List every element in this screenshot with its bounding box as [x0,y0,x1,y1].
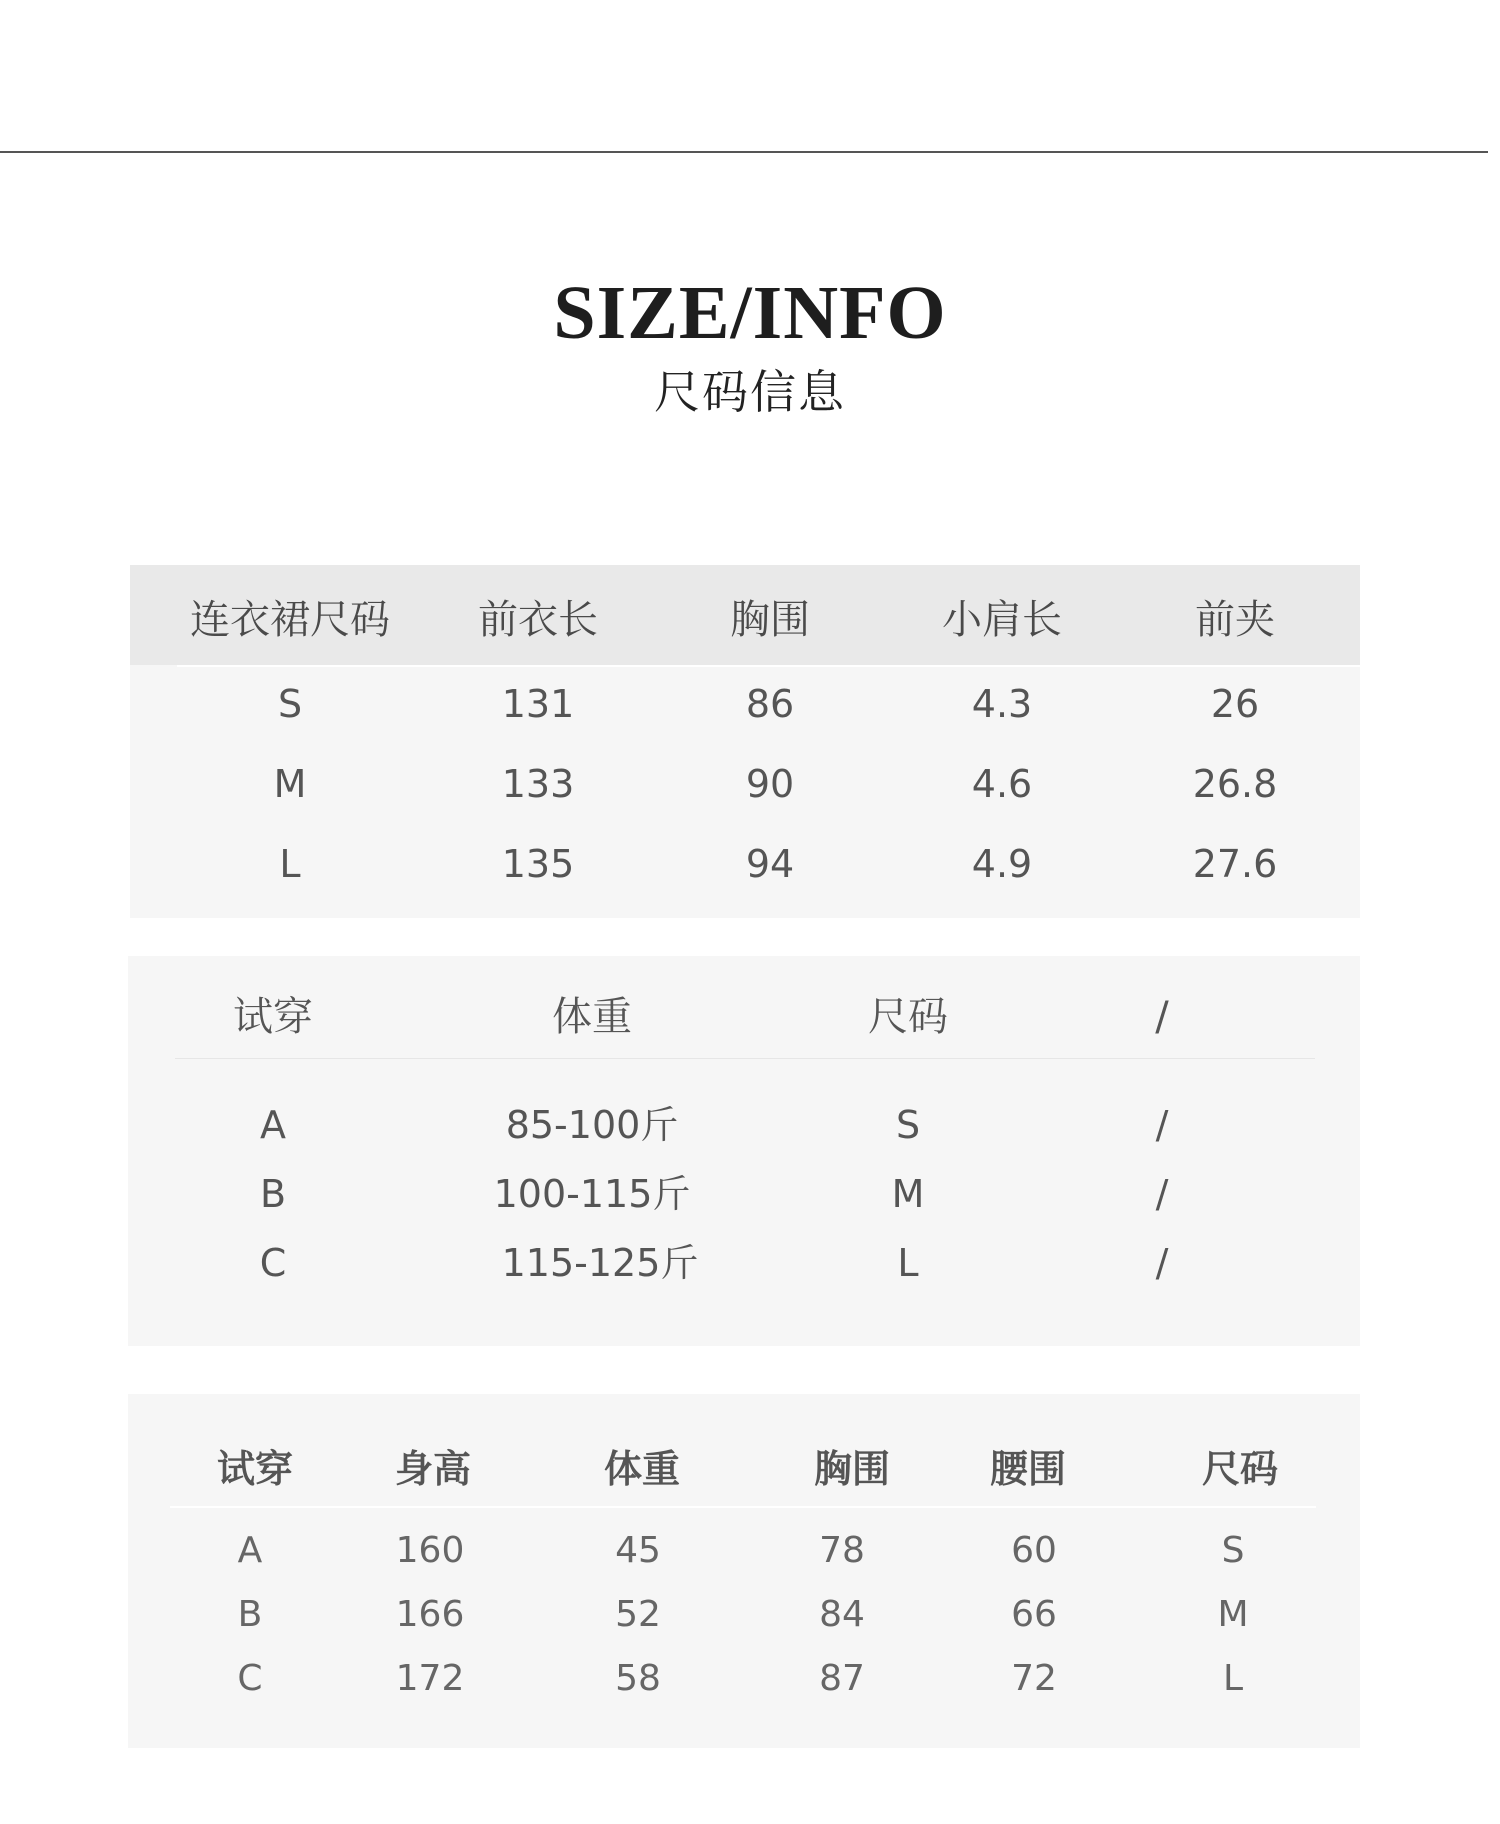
dress-cell: 135 [501,842,575,886]
dress-cell: 86 [745,682,795,726]
model-table-header-divider [170,1506,1316,1508]
tryon-cell: A [260,1103,286,1147]
tryon-col-weight: 体重 [552,994,632,1040]
dress-table-header-divider [177,665,1360,667]
model-measurement-table [128,1394,1360,1748]
dress-cell: 27.6 [1192,842,1278,886]
model-cell: 84 [819,1594,865,1635]
tryon-cell: M [891,1172,925,1216]
page-subtitle: 尺码信息 [654,365,846,419]
tryon-cell: / [1155,1241,1169,1285]
tryon-cell: / [1155,1103,1169,1147]
model-cell: 72 [1011,1658,1057,1699]
model-cell: 45 [615,1530,661,1571]
dress-cell: 26 [1210,682,1260,726]
tryon-col-model: 试穿 [233,994,313,1040]
model-cell: 166 [395,1594,465,1635]
page-title: SIZE/INFO [553,271,947,355]
model-cell: 60 [1011,1530,1057,1571]
model-cell: 66 [1011,1594,1057,1635]
tryon-cell: / [1155,1172,1169,1216]
dress-cell: 26.8 [1192,762,1278,806]
model-col-model: 试穿 [216,1447,294,1491]
model-cell: 160 [395,1530,465,1571]
top-divider [0,151,1488,153]
dress-cell: L [279,842,301,886]
dress-col-shoulder: 小肩长 [942,597,1062,643]
dress-cell: 4.3 [971,682,1033,726]
tryon-table-header-divider [175,1058,1315,1059]
tryon-weight-table [128,956,1360,1346]
dress-cell: 133 [501,762,575,806]
model-col-waist: 腰围 [989,1447,1067,1491]
dress-cell: 94 [745,842,795,886]
model-cell: S [1221,1530,1245,1571]
model-cell: C [237,1658,263,1699]
model-cell: B [237,1594,263,1635]
dress-col-armhole: 前夹 [1195,597,1275,643]
dress-col-bust: 胸围 [730,597,810,643]
model-col-weight: 体重 [603,1447,681,1491]
model-cell: 52 [615,1594,661,1635]
dress-size-table [130,565,1360,918]
model-cell: 172 [395,1658,465,1699]
tryon-cell: 115-125斤 [501,1241,699,1285]
dress-cell: 131 [501,682,575,726]
tryon-cell: B [259,1172,287,1216]
tryon-col-blank: / [1155,994,1169,1040]
tryon-cell: 85-100斤 [505,1103,679,1147]
tryon-cell: S [895,1103,921,1147]
model-cell: 58 [615,1658,661,1699]
model-col-bust: 胸围 [813,1447,891,1491]
model-col-size: 尺码 [1201,1447,1279,1491]
model-cell: A [237,1530,263,1571]
dress-cell: S [277,682,303,726]
dress-col-front-length: 前衣长 [478,597,598,643]
dress-cell: 4.9 [971,842,1033,886]
dress-cell: 4.6 [971,762,1033,806]
model-cell: 87 [819,1658,865,1699]
model-cell: M [1217,1594,1249,1635]
model-cell: 78 [819,1530,865,1571]
tryon-col-size: 尺码 [868,994,948,1040]
dress-col-size: 连衣裙尺码 [190,597,390,643]
dress-cell: M [273,762,307,806]
model-col-height: 身高 [394,1447,472,1491]
model-cell: L [1222,1658,1244,1699]
tryon-cell: C [259,1241,287,1285]
tryon-cell: 100-115斤 [493,1172,691,1216]
tryon-cell: L [897,1241,919,1285]
dress-cell: 90 [745,762,795,806]
